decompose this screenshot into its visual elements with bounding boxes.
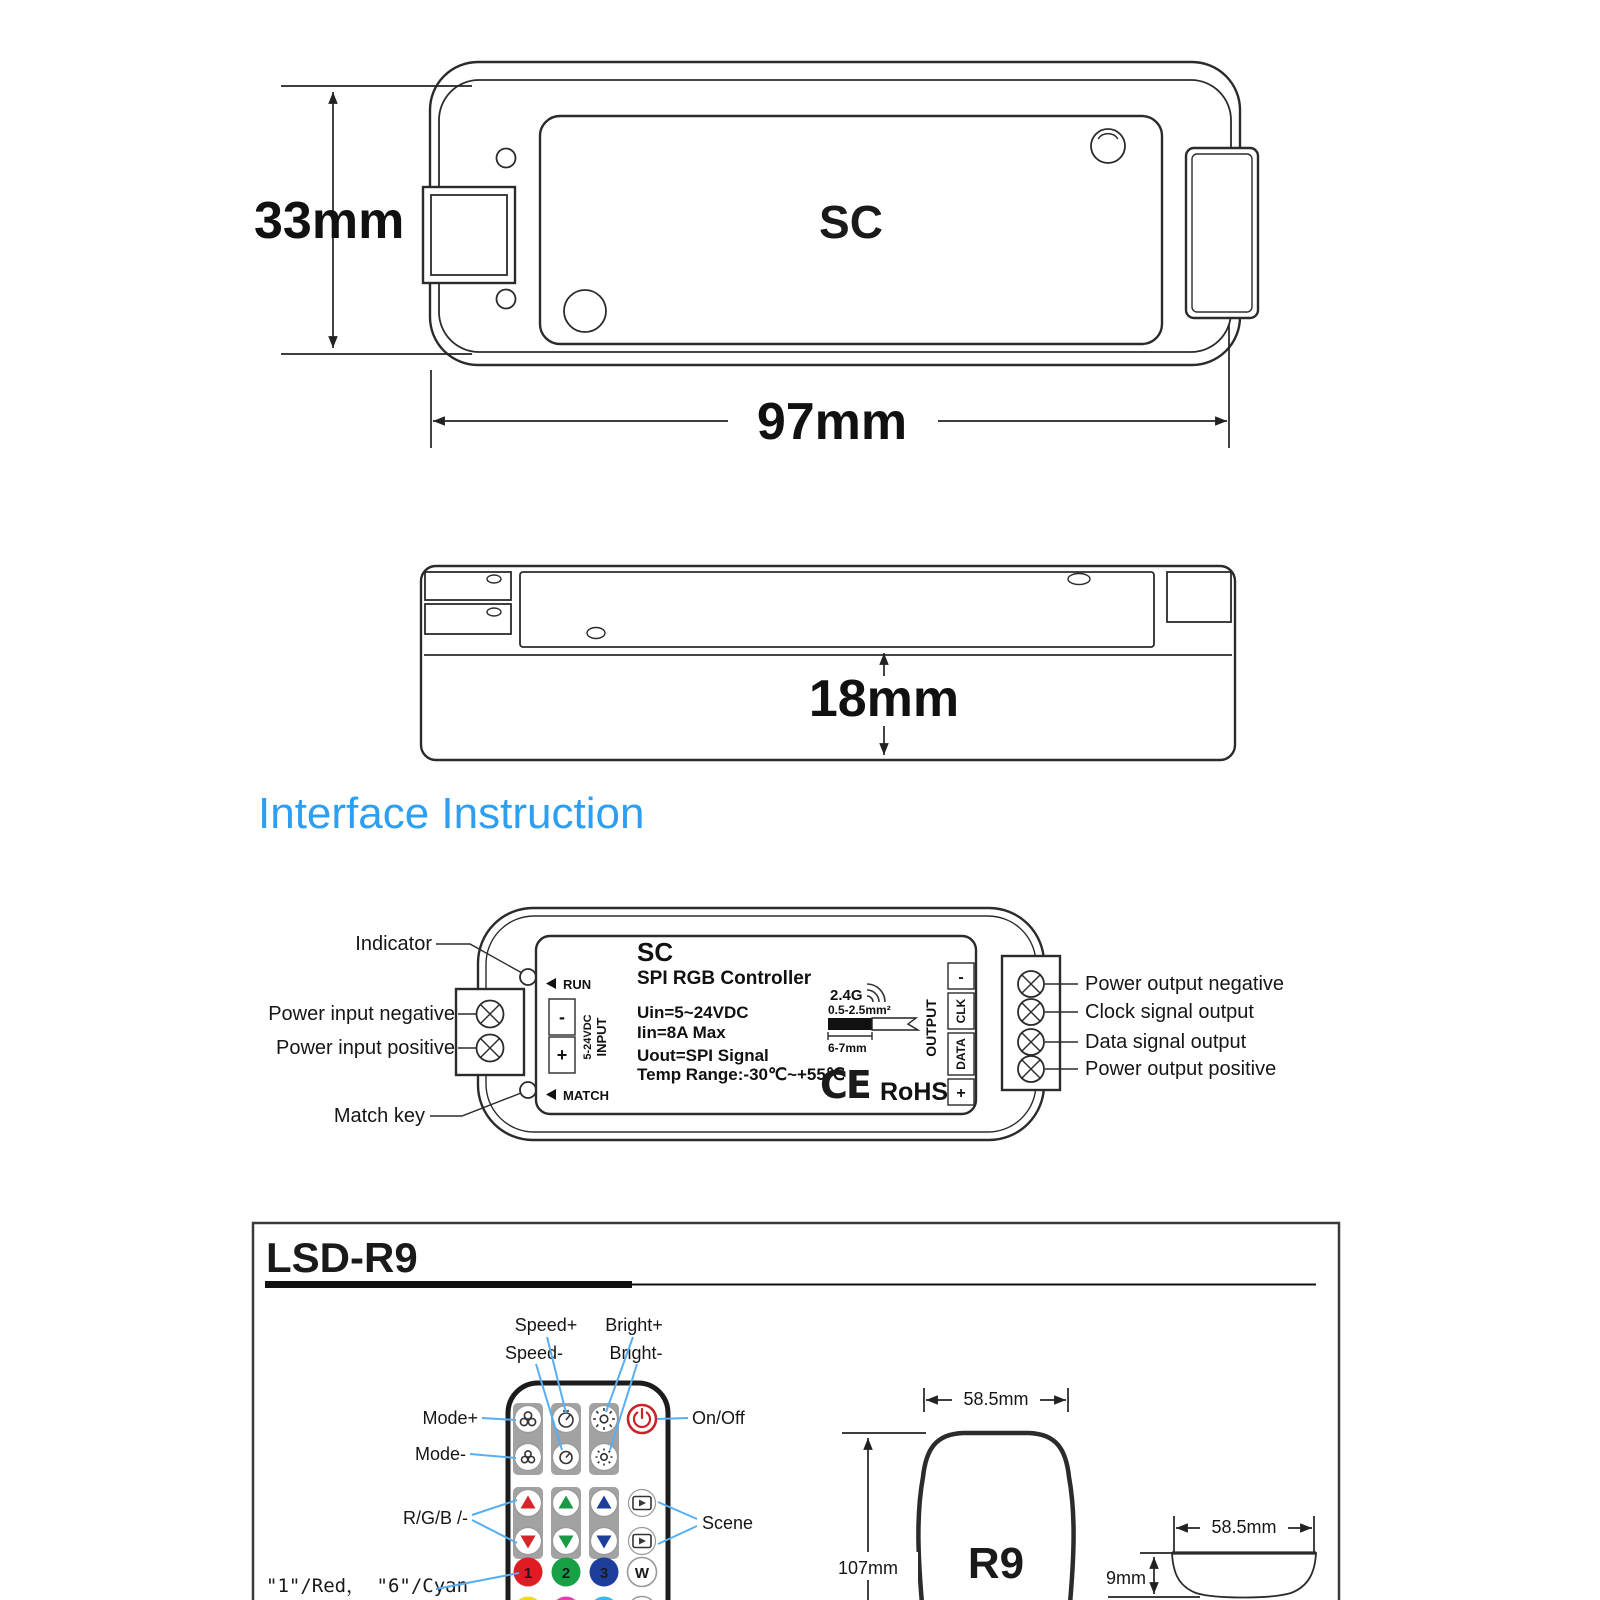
- r9-front-view: [818, 1384, 1074, 1600]
- bright-plus-button: [591, 1406, 618, 1433]
- color-2-button: [552, 1558, 581, 1587]
- remote-control-drawing: [508, 1383, 668, 1600]
- panel-model: SC: [637, 937, 674, 967]
- input-range-label: 5-24VDC: [582, 1014, 594, 1060]
- match-label: MATCH: [563, 1088, 609, 1103]
- thickness-dimension-text: 18mm: [808, 670, 960, 728]
- lsd-r9-section: [253, 1223, 1339, 1600]
- output-plus-label: +: [956, 1085, 966, 1102]
- input-minus-label: -: [559, 1007, 565, 1027]
- indicator-callout: Indicator: [355, 933, 432, 955]
- mode-plus-label: Mode+: [422, 1408, 478, 1428]
- rohs-mark: RoHS: [880, 1078, 949, 1106]
- on-off-label: On/Off: [692, 1408, 745, 1428]
- top-view-model-label: SC: [819, 196, 883, 248]
- interface-heading: Interface Instruction: [258, 789, 645, 838]
- strip-length-label: 6-7mm: [828, 1041, 867, 1055]
- output-data-label: DATA: [954, 1038, 968, 1070]
- panel-temp: Temp Range:-30℃~+55℃: [637, 1065, 845, 1084]
- scene-down-button: [629, 1528, 656, 1555]
- on-off-button: [628, 1405, 656, 1433]
- green-up-button: [553, 1490, 580, 1517]
- panel-subtitle: SPI RGB Controller: [637, 968, 812, 989]
- r9-thickness-dimension: 9mm: [1106, 1568, 1146, 1588]
- remote-heading: LSD-R9: [266, 1234, 418, 1281]
- input-plus-label: +: [556, 1045, 568, 1065]
- scene-label: Scene: [702, 1513, 754, 1533]
- ce-mark: CE: [820, 1063, 870, 1107]
- bright-minus-button: [591, 1444, 618, 1471]
- input-label: INPUT: [594, 1017, 609, 1057]
- heading-underline: [265, 1281, 632, 1288]
- speed-plus-label: Speed+: [514, 1315, 578, 1335]
- white-button: [628, 1558, 657, 1587]
- output-label: OUTPUT: [923, 999, 939, 1057]
- right-callouts: [1045, 973, 1284, 1080]
- mode-minus-label: Mode-: [414, 1444, 466, 1464]
- wire-gauge-label: 0.5-2.5mm²: [828, 1003, 891, 1017]
- button-1-label: 1: [523, 1565, 533, 1582]
- r9-model-label: R9: [967, 1539, 1025, 1588]
- clock-out-callout: Clock signal output: [1085, 1001, 1254, 1023]
- match-key-callout: Match key: [333, 1105, 425, 1127]
- r9-side-outline: [1172, 1553, 1316, 1598]
- run-label: RUN: [563, 977, 592, 992]
- speed-minus-button: [553, 1444, 580, 1471]
- button-3-label: 3: [599, 1565, 609, 1582]
- power-in-pos-callout: Power input positive: [276, 1037, 455, 1059]
- scene-up-button: [629, 1490, 656, 1517]
- color-3-button: [590, 1558, 619, 1587]
- button-2-label: 2: [561, 1565, 571, 1582]
- r9-side-view: [1106, 1514, 1316, 1598]
- mode-plus-button: [515, 1406, 542, 1433]
- bright-minus-label: Bright-: [609, 1343, 663, 1363]
- power-in-neg-callout: Power input negative: [268, 1003, 455, 1025]
- red-down-button: [515, 1528, 542, 1555]
- data-out-callout: Data signal output: [1085, 1031, 1247, 1053]
- panel-uout: Uout=SPI Signal: [637, 1046, 769, 1065]
- red-up-button: [515, 1490, 542, 1517]
- color-1-button: [514, 1558, 543, 1587]
- output-clk-label: CLK: [954, 998, 968, 1024]
- key-note-label: "1"/Red， "6"/Cyan: [266, 1575, 469, 1597]
- speed-minus-label: Speed-: [504, 1343, 564, 1363]
- blue-up-button: [591, 1490, 618, 1517]
- r9-side-width-dimension: 58.5mm: [1211, 1517, 1277, 1537]
- power-out-neg-callout: Power output negative: [1085, 973, 1285, 995]
- rf-label: 2.4G: [830, 987, 863, 1004]
- power-out-pos-callout: Power output positive: [1085, 1058, 1277, 1080]
- interface-diagram: [268, 908, 1284, 1140]
- rgb-label: R/G/B /-: [402, 1508, 468, 1528]
- blue-down-button: [591, 1528, 618, 1555]
- output-minus-label: -: [958, 969, 964, 986]
- mode-minus-button: [515, 1444, 542, 1471]
- mounting-tab: [423, 187, 515, 283]
- side-view-drawing: [421, 566, 1235, 760]
- top-view-drawing: [254, 62, 1258, 451]
- terminal-cover: [1186, 148, 1258, 318]
- panel-iin: Iin=8A Max: [637, 1023, 726, 1042]
- width-dimension-text: 97mm: [756, 393, 908, 451]
- r9-height-dimension: 107mm: [837, 1558, 899, 1578]
- bright-plus-label: Bright+: [605, 1315, 663, 1335]
- r9-width-dimension: 58.5mm: [963, 1389, 1029, 1409]
- green-down-button: [553, 1528, 580, 1555]
- panel-uin: Uin=5~24VDC: [637, 1003, 749, 1022]
- button-w-label: W: [634, 1565, 650, 1582]
- height-dimension-text: 33mm: [254, 192, 405, 250]
